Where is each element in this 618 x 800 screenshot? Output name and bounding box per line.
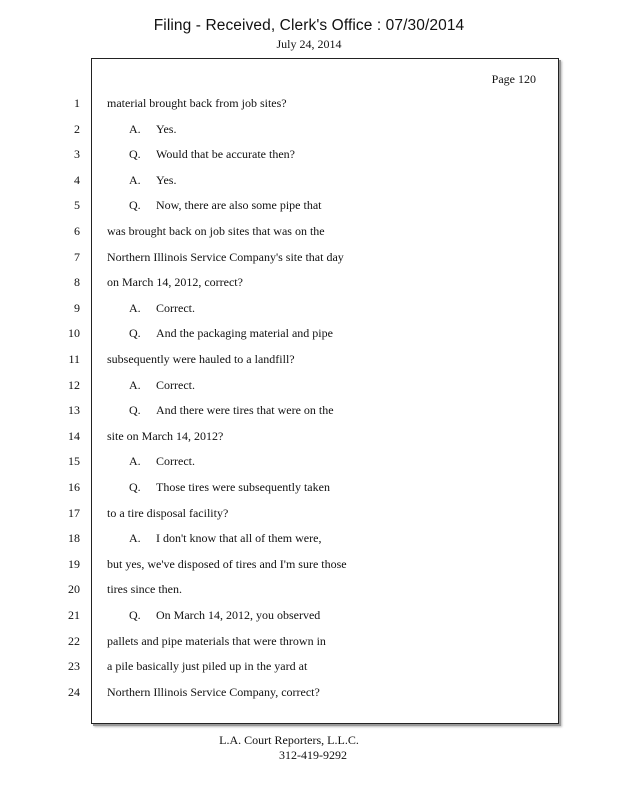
- line-number: 10: [68, 326, 80, 340]
- transcript-line: [129, 198, 322, 213]
- speaker-label: A.: [129, 531, 141, 545]
- line-text: site on March 14, 2012?: [107, 429, 224, 443]
- line-number: 4: [74, 173, 80, 187]
- line-text: Would that be accurate then?: [156, 147, 295, 161]
- line-text: Correct.: [156, 454, 195, 468]
- transcript-line: [107, 352, 295, 367]
- line-number: 16: [68, 480, 80, 494]
- line-number: 3: [74, 147, 80, 161]
- speaker-label: Q.: [129, 198, 141, 212]
- speaker-label: A.: [129, 378, 141, 392]
- line-text: Northern Illinois Service Company, correct?: [107, 685, 320, 699]
- filing-stamp: [0, 17, 618, 35]
- line-text: a pile basically just piled up in the yard at: [107, 659, 308, 673]
- line-text: subsequently were hauled to a landfill?: [107, 352, 295, 366]
- line-text: pallets and pipe materials that were thrown in: [107, 634, 326, 648]
- line-text: Correct.: [156, 378, 195, 392]
- reporter-company: L.A. Court Reporters, L.L.C.: [219, 733, 359, 747]
- line-number: 15: [68, 454, 80, 468]
- speaker-label: Q.: [129, 480, 141, 494]
- line-number: 14: [68, 429, 80, 443]
- line-text: was brought back on job sites that was on the: [107, 224, 325, 238]
- transcript-line: [129, 454, 195, 469]
- line-text: Correct.: [156, 301, 195, 315]
- transcript-line: [107, 685, 320, 700]
- transcript-line: [129, 608, 320, 623]
- line-text: Northern Illinois Service Company's site that day: [107, 250, 344, 264]
- line-number: 17: [68, 506, 80, 520]
- speaker-label: Q.: [129, 326, 141, 340]
- transcript-line: [107, 224, 325, 239]
- speaker-label: Q.: [129, 608, 141, 622]
- line-number: 11: [68, 352, 80, 366]
- speaker-label: A.: [129, 454, 141, 468]
- speaker-label: Q.: [129, 403, 141, 417]
- transcript-line: [129, 301, 195, 316]
- transcript-line: [129, 173, 176, 188]
- transcript-line: [129, 147, 295, 162]
- line-text: Those tires were subsequently taken: [156, 480, 330, 494]
- deposition-date: July 24, 2014: [276, 37, 342, 51]
- line-text: material brought back from job sites?: [107, 96, 287, 110]
- line-text: And there were tires that were on the: [156, 403, 334, 417]
- line-text: but yes, we've disposed of tires and I'm sure those: [107, 557, 347, 571]
- line-text: to a tire disposal facility?: [107, 506, 229, 520]
- speaker-label: A.: [129, 301, 141, 315]
- transcript-line: [107, 659, 307, 674]
- transcript-line: [107, 275, 243, 290]
- line-text: tires since then.: [107, 582, 182, 596]
- reporter-phone: 312-419-9292: [279, 748, 347, 762]
- line-number: 12: [68, 378, 80, 392]
- transcript-line: [107, 506, 228, 521]
- line-text: Yes.: [156, 173, 177, 187]
- line-number: 21: [68, 608, 80, 622]
- transcript-line: [107, 634, 326, 649]
- line-number: 5: [74, 198, 80, 212]
- line-number: 8: [74, 275, 80, 289]
- line-text: on March 14, 2012, correct?: [107, 275, 243, 289]
- line-number: 2: [74, 122, 80, 136]
- page-number: Page 120: [491, 72, 536, 86]
- transcript-line: [129, 122, 176, 137]
- line-number: 13: [68, 403, 80, 417]
- transcript-line: [129, 403, 334, 418]
- speaker-label: A.: [129, 173, 141, 187]
- line-number: 19: [68, 557, 80, 571]
- transcript-line: [107, 429, 223, 444]
- line-number: 18: [68, 531, 80, 545]
- filing-stamp-text: Filing - Received, Clerk's Office : 07/30/2014: [153, 17, 465, 34]
- line-number: 24: [68, 685, 80, 699]
- line-number: 7: [74, 250, 80, 264]
- speaker-label: A.: [129, 122, 141, 136]
- line-text: On March 14, 2012, you observed: [156, 608, 321, 622]
- transcript-line: [107, 557, 347, 572]
- transcript-line: [129, 378, 195, 393]
- line-text: Yes.: [156, 122, 177, 136]
- line-text: And the packaging material and pipe: [156, 326, 333, 340]
- line-number: 9: [74, 301, 80, 315]
- line-number: 6: [74, 224, 80, 238]
- transcript-line: [107, 96, 287, 111]
- speaker-label: Q.: [129, 147, 141, 161]
- transcript-line: [107, 582, 182, 597]
- line-number: 22: [68, 634, 80, 648]
- transcript-line: [129, 326, 333, 341]
- line-number: 20: [68, 582, 80, 596]
- transcript-line: [129, 531, 321, 546]
- line-number: 23: [68, 659, 80, 673]
- line-number: 1: [74, 96, 80, 110]
- transcript-line: [129, 480, 330, 495]
- line-text: Now, there are also some pipe that: [156, 198, 322, 212]
- line-text: I don't know that all of them were,: [156, 531, 322, 545]
- transcript-line: [107, 250, 344, 265]
